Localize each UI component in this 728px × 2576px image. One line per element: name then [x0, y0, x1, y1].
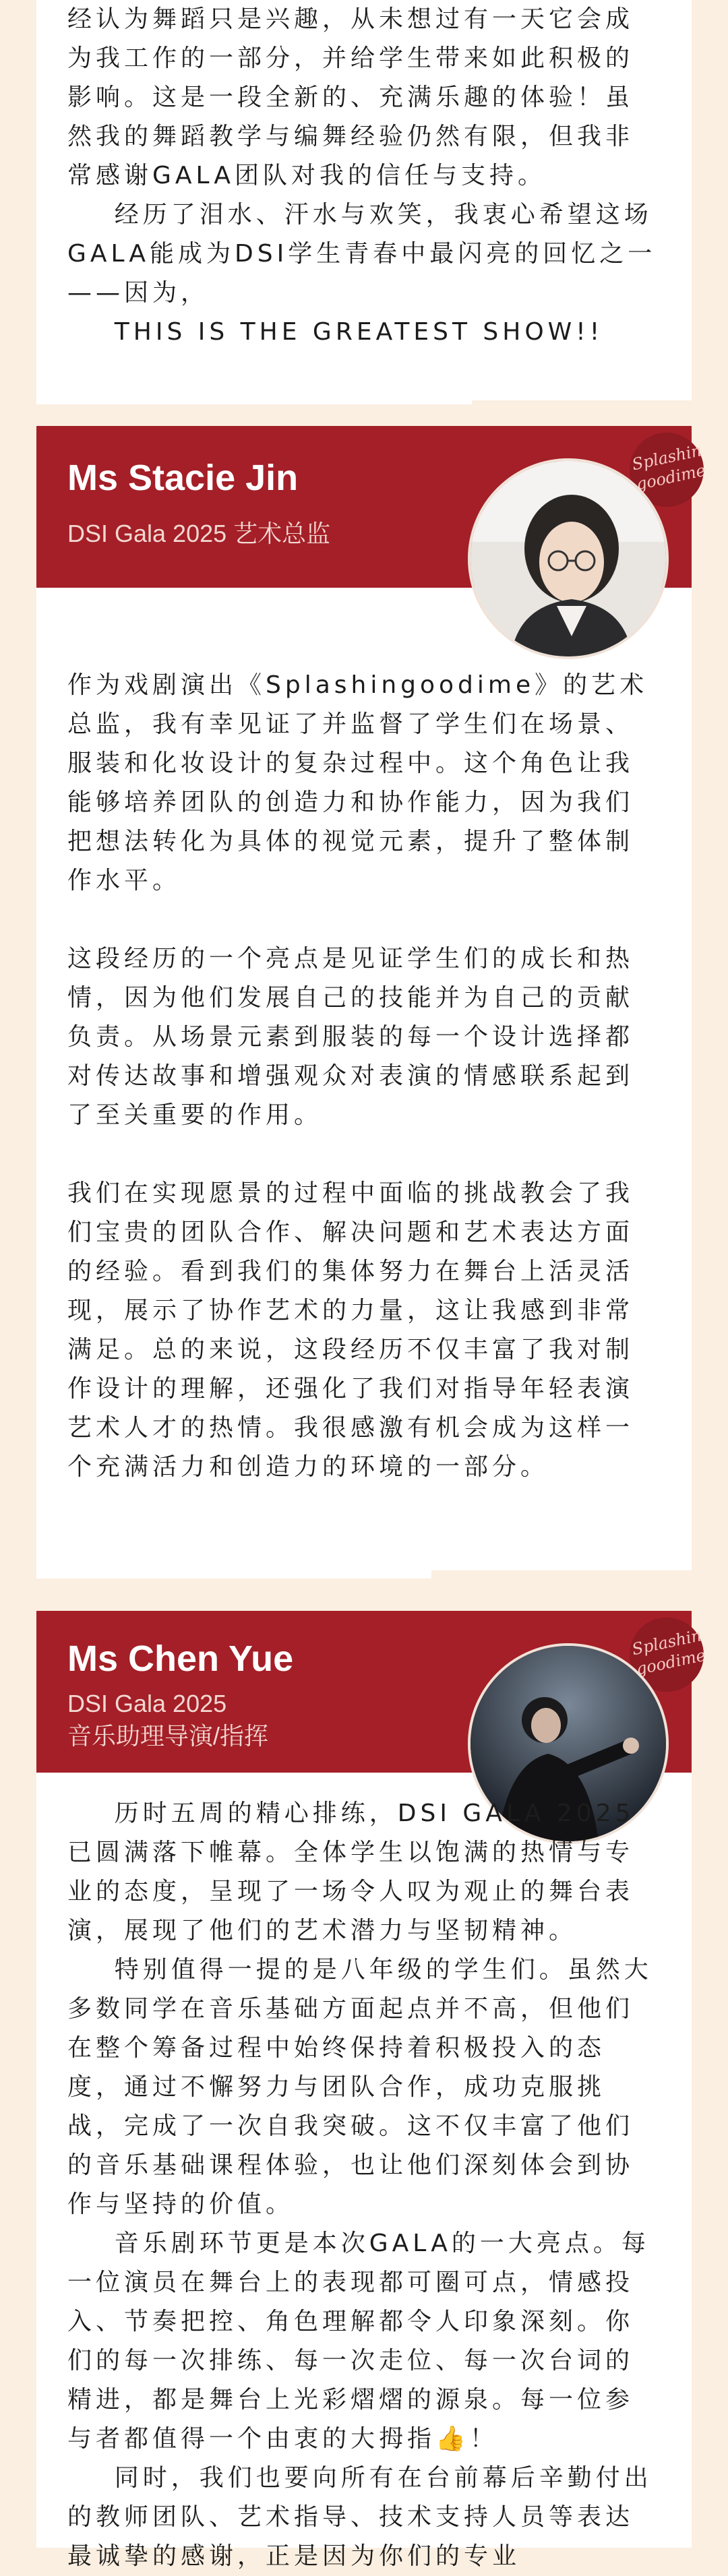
- person-role: DSI Gala 2025 音乐助理导演/指挥: [67, 1690, 269, 1750]
- portrait-photo: [468, 458, 669, 659]
- testimonial-card-chen-yue: [36, 1611, 708, 2570]
- person-name: Ms Chen Yue: [67, 1638, 294, 1679]
- testimonial-text: 历时五周的精心排练，DSI GALA 2025已圆满落下帷幕。全体学生以饱满的热情与专业的态度，呈现了一场令人叹为观止的舞台表演，展现了他们的艺术潜力与坚韧精神。 特别值得一提的是八年级的学生们。虽然大多数同学在音乐基础方面起点并不高，但他们在整个筹备过程中始终保持着积极投入的态度，通过不懈努力与团队合作，成功克服挑战，完成了一次自我突破。这不仅丰富了他们的音乐基础课程体验，也让他们深刻体会到协作与坚持的价值。 音乐剧环节更是本次GALA的一大亮点。每一位演员在舞台上的表现都可圈可点，情感投入、节奏把控、角色理解都令人印象深刻。你们的每一次排练、每一次走位、每一次台词的精进，都是舞台上光彩熠熠的源泉。每一位参与者都值得一个由衷的大拇指👍！ 同时，我们也要向所有在台前幕后辛勤付出的教师团队、艺术指导、技术支持人员等表达最诚挚的感谢，正是因为你们的专业: [67, 1800, 653, 2570]
- person-role: DSI Gala 2025 艺术总监: [67, 520, 331, 547]
- gala-logo-text: Splashin goodime: [630, 441, 708, 494]
- portrait-image: [471, 461, 666, 656]
- card-tab-notch: [431, 1570, 728, 1611]
- testimonial-text: 作为戏剧演出《Splashingoodime》的艺术总监，我有幸见证了并监督了学生们在场景、服装和化妆设计的复杂过程中。这个角色让我能够培养团队的创造力和协作能力，因为我们把想法转化为具体的视觉元素，提升了整体制作水平。 这段经历的一个亮点是见证学生们的成长和热情，因为他们发展自己的技能并为自己的贡献负责。从场景元素到服装的每一个设计选择都对传达故事和增强观众对表演的情感联系起到了至关重要的作用。 我们在实现愿景的过程中面临的挑战教会了我们宝贵的团队合作、解决问题和艺术表达方面的经验。看到我们的集体努力在舞台上活灵活现，展示了协作艺术的力量，这让我感到非常满足。总的来说，这段经历不仅丰富了我对制作设计的理解，还强化了我们对指导年轻表演艺术人才的热情。我很感激有机会成为这样一个充满活力和创造力的环境的一部分。: [67, 671, 648, 1481]
- testimonial-card-previous: [36, 0, 692, 404]
- person-name: Ms Stacie Jin: [67, 458, 299, 498]
- testimonial-card-stacie-jin: [36, 426, 708, 1578]
- card-tab-notch: [472, 400, 728, 426]
- testimonial-text: 经认为舞蹈只是兴趣，从未想过有一天它会成为我工作的一部分，并给学生带来如此积极的影响。这是一段全新的、充满乐趣的体验！虽然我的舞蹈教学与编舞经验仍然有限，但我非常感谢GALA团队对我的信任与支持。 经历了泪水、汗水与欢笑，我衷心希望这场GALA能成为DSI学生青春中最闪亮的回忆之一——因为， THIS IS THE GREATEST SHOW!!: [67, 5, 657, 346]
- gala-logo-text: Splashin goodime: [630, 1626, 708, 1679]
